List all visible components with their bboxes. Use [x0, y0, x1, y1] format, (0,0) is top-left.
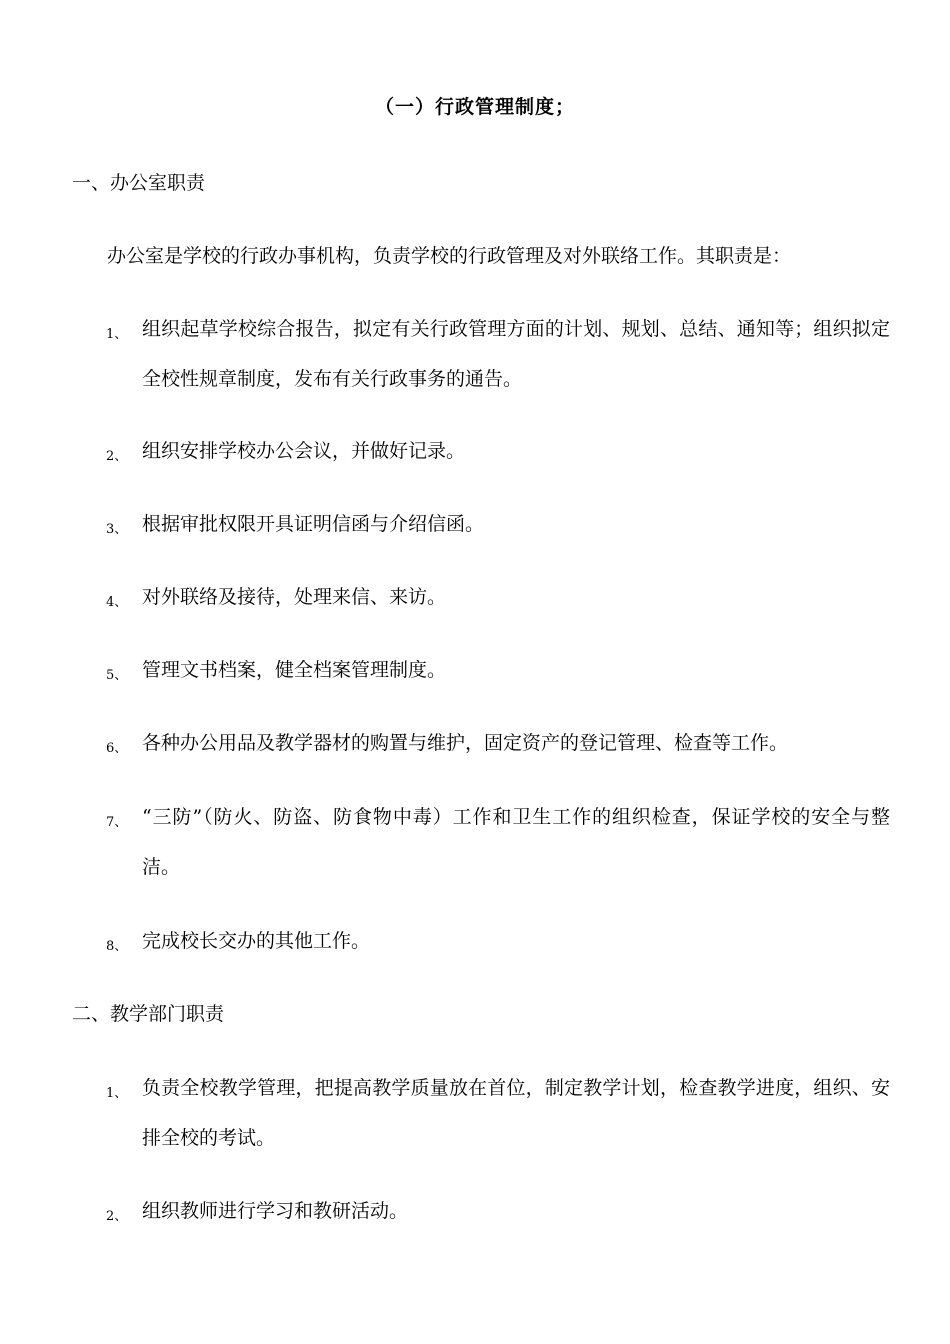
list-item-number: 1、	[106, 1086, 128, 1101]
list-item-number: 6、	[106, 741, 128, 756]
list-item-number: 1、	[106, 327, 128, 342]
document-title: （一）行政管理制度；	[374, 96, 575, 118]
list-item-number: 7、	[106, 815, 128, 830]
list-item-text: 对外联络及接待，处理来信、来访。	[142, 586, 447, 608]
list-item-number: 2、	[106, 449, 128, 464]
section-heading-teaching: 二、教学部门职责	[72, 1003, 225, 1025]
section-intro-office: 办公室是学校的行政办事机构，负责学校的行政管理及对外联络工作。其职责是：	[107, 245, 792, 267]
list-item-text: 完成校长交办的其他工作。	[142, 930, 371, 952]
list-item-number: 2、	[106, 1209, 128, 1224]
list-item-text: 负责全校教学管理，把提高教学质量放在首位，制定教学计划，检查教学进度，组织、安排全校的考试。	[142, 1077, 890, 1149]
list-item-text: “三防”（防火、防盗、防食物中毒）工作和卫生工作的组织检查，保证学校的安全与整洁。	[142, 806, 890, 878]
list-item-text: 组织起草学校综合报告，拟定有关行政管理方面的计划、规划、总结、通知等；组织拟定全校性规章制度，发布有关行政事务的通告。	[142, 318, 890, 390]
list-item-text: 组织安排学校办公会议，并做好记录。	[142, 440, 466, 462]
list-item-text: 各种办公用品及教学器材的购置与维护，固定资产的登记管理、检查等工作。	[142, 732, 789, 754]
list-item-number: 5、	[106, 668, 128, 683]
list-item-number: 3、	[106, 522, 128, 537]
list-item-number: 4、	[106, 595, 128, 610]
section-heading-office: 一、办公室职责	[72, 172, 206, 194]
list-item-text: 管理文书档案，健全档案管理制度。	[142, 659, 447, 681]
list-item-text: 组织教师进行学习和教研活动。	[142, 1200, 409, 1222]
list-item-text: 根据审批权限开具证明信函与介绍信函。	[142, 513, 485, 535]
list-item-number: 8、	[106, 939, 128, 954]
